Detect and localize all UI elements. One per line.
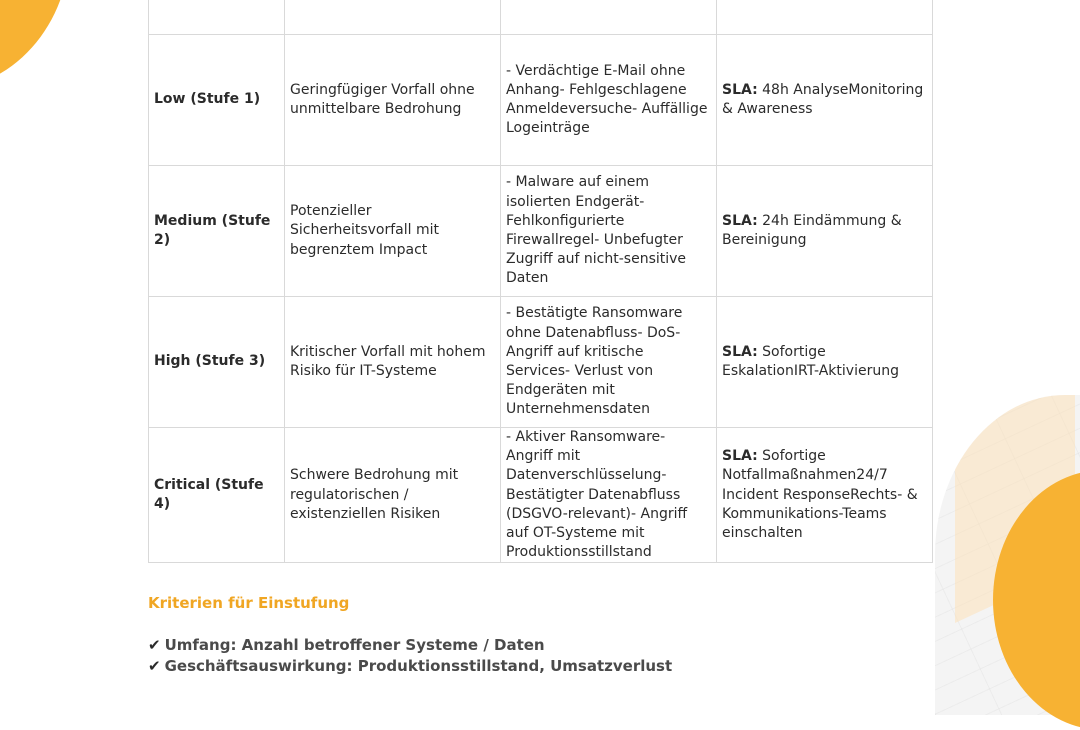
list-item	[148, 635, 672, 656]
criteria-item-text: Umfang: Anzahl betroffener Systeme / Daten	[164, 636, 545, 654]
checkmark-icon: ✔	[148, 636, 161, 654]
table-row	[149, 297, 933, 428]
sla-cell	[717, 428, 933, 563]
list-item	[148, 656, 672, 677]
severity-level-cell: Medium (Stufe 2)	[149, 166, 285, 297]
examples-cell: - Verdächtige E-Mail ohne Anhang- Fehlgeschlagene Anmeldeversuche- Auffällige Logeinträge	[501, 35, 717, 166]
description-cell: Kritischer Vorfall mit hohem Risiko für IT-Systeme	[285, 297, 501, 428]
sla-cell	[717, 0, 933, 35]
sla-label: SLA:	[722, 212, 758, 229]
sla-label: SLA:	[722, 81, 758, 98]
description-cell: Schwere Bedrohung mit regulatorischen / existenziellen Risiken	[285, 428, 501, 563]
criteria-heading: Kriterien für Einstufung	[148, 594, 350, 612]
criteria-item-text: Geschäftsauswirkung: Produktionsstillstand, Umsatzverlust	[164, 657, 673, 675]
severity-level-cell	[149, 0, 285, 35]
decorative-blob-top-left	[0, 0, 70, 90]
table-row	[149, 0, 933, 35]
description-cell: Potenzieller Sicherheitsvorfall mit begrenztem Impact	[285, 166, 501, 297]
sla-text: 24h Eindämmung & Bereinigung	[722, 212, 902, 248]
table-row	[149, 35, 933, 166]
examples-cell: - Malware auf einem isolierten Endgerät- Fehlkonfigurierte Firewallregel- Unbefugter Zugriff auf nicht-sensitive Daten	[501, 166, 717, 297]
severity-level-cell: Low (Stufe 1)	[149, 35, 285, 166]
sla-label: SLA:	[722, 448, 758, 465]
sla-text: Sofortige EskalationIRT-Aktivierung	[722, 343, 899, 379]
table-row	[149, 166, 933, 297]
severity-level-cell: High (Stufe 3)	[149, 297, 285, 428]
examples-cell	[501, 0, 717, 35]
sla-text: 48h AnalyseMonitoring & Awareness	[722, 81, 924, 117]
sla-cell	[717, 297, 933, 428]
description-cell	[285, 0, 501, 35]
sla-label: SLA:	[722, 343, 758, 360]
sla-text: Sofortige Notfallmaßnahmen24/7 Incident ResponseRechts- & Kommunikations-Teams einschalten	[722, 448, 918, 542]
table-row	[149, 428, 933, 563]
criteria-list	[148, 635, 672, 677]
examples-cell: - Bestätigte Ransomware ohne Datenabfluss- DoS-Angriff auf kritische Services- Verlust von Endgeräten mit Unternehmensdaten	[501, 297, 717, 428]
examples-cell: - Aktiver Ransomware-Angriff mit Datenverschlüsselung- Bestätigter Datenabfluss (DSGVO-relevant)- Angriff auf OT-Systeme mit Produktionsstillstand	[501, 428, 717, 563]
sla-cell	[717, 166, 933, 297]
checkmark-icon: ✔	[148, 657, 161, 675]
severity-level-cell: Critical (Stufe 4)	[149, 428, 285, 563]
description-cell: Geringfügiger Vorfall ohne unmittelbare Bedrohung	[285, 35, 501, 166]
sla-cell	[717, 35, 933, 166]
severity-matrix-table	[148, 0, 933, 563]
